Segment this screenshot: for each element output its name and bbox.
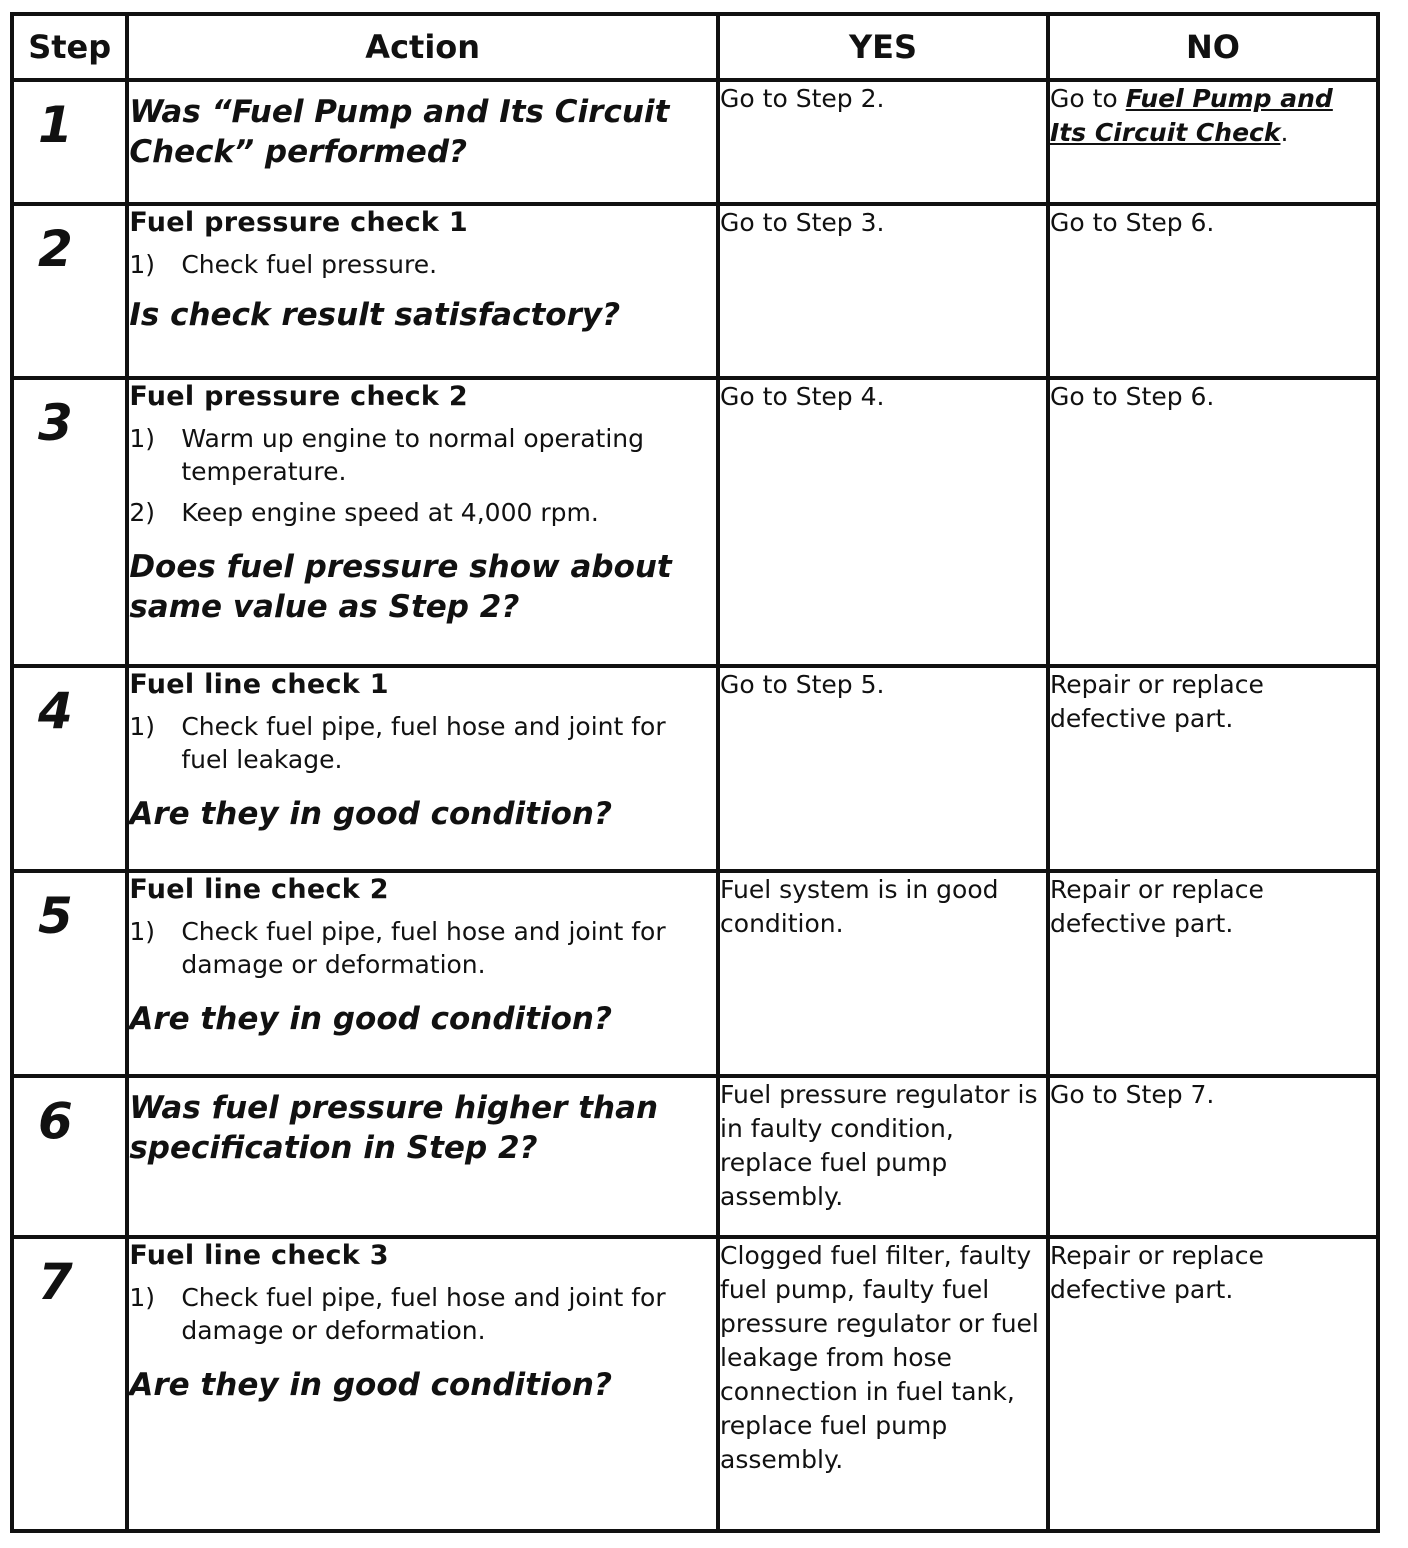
action-step-number: 1)	[129, 917, 155, 946]
action-step	[129, 248, 716, 281]
action-cell	[127, 80, 718, 204]
step-number: 5	[38, 887, 73, 945]
header-action: Action	[127, 14, 718, 80]
yes-cell: Go to Step 4.	[718, 378, 1048, 666]
action-step-number: 2)	[129, 498, 155, 527]
action-step-text: Check fuel pipe, fuel hose and joint for damage or deformation.	[181, 1283, 666, 1345]
action-title: Fuel line check 1	[129, 669, 389, 700]
no-cell	[1048, 80, 1378, 204]
no-cell: Repair or replace defective part.	[1048, 666, 1378, 871]
step-number: 6	[38, 1092, 73, 1150]
action-step-text: Check fuel pipe, fuel hose and joint for damage or deformation.	[181, 917, 666, 979]
header-step: Step	[12, 14, 127, 80]
action-step	[129, 1281, 716, 1347]
action-cell	[127, 1076, 718, 1237]
no-cell: Go to Step 7.	[1048, 1076, 1378, 1237]
step-number: 2	[38, 220, 73, 278]
action-title: Fuel pressure check 1	[129, 207, 468, 238]
action-cell	[127, 378, 718, 666]
no-cell: Go to Step 6.	[1048, 378, 1378, 666]
step-cell	[12, 871, 127, 1076]
action-step-list	[129, 248, 716, 281]
action-step-number: 1)	[129, 1283, 155, 1312]
action-step	[129, 915, 716, 981]
table-row	[12, 1237, 1378, 1531]
step-number: 7	[38, 1253, 73, 1311]
action-question: Was “Fuel Pump and Its Circuit Check” performed?	[129, 94, 670, 170]
action-step-text: Warm up engine to normal operating temperature.	[181, 424, 644, 486]
no-cell: Go to Step 6.	[1048, 204, 1378, 378]
no-prefix: Go to	[1050, 84, 1126, 113]
action-step-list	[129, 1281, 716, 1347]
action-step-number: 1)	[129, 250, 155, 279]
table-row	[12, 80, 1378, 204]
action-step-list	[129, 710, 716, 776]
action-title: Fuel line check 3	[129, 1240, 389, 1271]
action-step	[129, 710, 716, 776]
action-cell	[127, 666, 718, 871]
step-cell	[12, 1237, 127, 1531]
yes-cell: Go to Step 2.	[718, 80, 1048, 204]
step-number: 1	[38, 96, 73, 154]
table-row	[12, 871, 1378, 1076]
no-cell: Repair or replace defective part.	[1048, 1237, 1378, 1531]
action-step-text: Check fuel pipe, fuel hose and joint for fuel leakage.	[181, 712, 666, 774]
action-step-text: Check fuel pressure.	[181, 250, 438, 279]
action-question: Is check result satisfactory?	[129, 297, 621, 333]
yes-cell: Fuel system is in good condition.	[718, 871, 1048, 1076]
action-question: Are they in good condition?	[129, 1367, 612, 1403]
step-cell	[12, 204, 127, 378]
action-step	[129, 496, 716, 529]
header-row	[12, 14, 1378, 80]
action-question: Does fuel pressure show about same value as Step 2?	[129, 549, 672, 625]
action-cell	[127, 204, 718, 378]
action-title: Fuel pressure check 2	[129, 381, 468, 412]
header-no: NO	[1048, 14, 1378, 80]
yes-cell: Go to Step 3.	[718, 204, 1048, 378]
yes-cell: Fuel pressure regulator is in faulty condition, replace fuel pump assembly.	[718, 1076, 1048, 1237]
action-question: Are they in good condition?	[129, 1001, 612, 1037]
step-cell	[12, 378, 127, 666]
yes-cell: Go to Step 5.	[718, 666, 1048, 871]
no-suffix: .	[1280, 118, 1289, 147]
action-cell	[127, 871, 718, 1076]
action-step-list	[129, 422, 716, 529]
action-question: Was fuel pressure higher than specification in Step 2?	[129, 1090, 659, 1166]
action-step-list	[129, 915, 716, 981]
no-cell: Repair or replace defective part.	[1048, 871, 1378, 1076]
action-step-number: 1)	[129, 712, 155, 741]
action-step-text: Keep engine speed at 4,000 rpm.	[181, 498, 599, 527]
step-cell	[12, 1076, 127, 1237]
step-cell	[12, 80, 127, 204]
diagnostic-table	[10, 12, 1380, 1533]
table-row	[12, 666, 1378, 871]
action-step	[129, 422, 716, 488]
step-number: 3	[38, 394, 73, 452]
action-cell	[127, 1237, 718, 1531]
table-row	[12, 204, 1378, 378]
step-number: 4	[38, 682, 73, 740]
table-row	[12, 378, 1378, 666]
step-cell	[12, 666, 127, 871]
fuel-pump-check-link[interactable]: Fuel Pump and Its Circuit Check	[1050, 84, 1333, 147]
action-title: Fuel line check 2	[129, 874, 389, 905]
action-step-number: 1)	[129, 424, 155, 453]
table-row	[12, 1076, 1378, 1237]
action-question: Are they in good condition?	[129, 796, 612, 832]
yes-cell: Clogged fuel filter, faulty fuel pump, faulty fuel pressure regulator or fuel leakage from hose connection in fuel tank, replace fuel pump assembly.	[718, 1237, 1048, 1531]
header-yes: YES	[718, 14, 1048, 80]
